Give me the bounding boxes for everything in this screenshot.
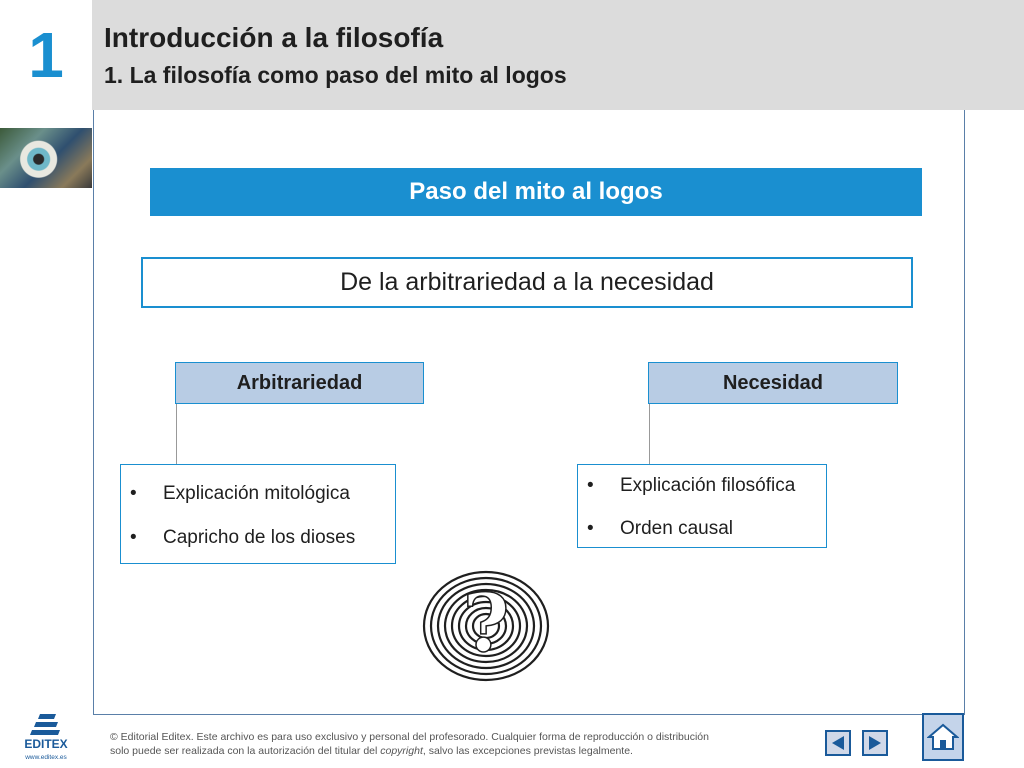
topic-banner: Paso del mito al logos bbox=[150, 168, 922, 216]
slide-title: Introducción a la filosofía bbox=[104, 22, 444, 53]
editex-logo bbox=[18, 712, 74, 762]
subheading-box: De la arbitrariedad a la necesidad bbox=[141, 257, 913, 308]
previous-button[interactable] bbox=[825, 730, 851, 756]
eye-earth-image bbox=[0, 128, 92, 188]
fingerprint-question-icon bbox=[420, 566, 552, 684]
triangle-left-icon bbox=[829, 734, 847, 752]
bullet-icon: • bbox=[130, 527, 137, 548]
connector-line bbox=[176, 404, 177, 466]
column-heading-arbitrariedad: Arbitrariedad bbox=[175, 362, 424, 404]
svg-text:?: ? bbox=[462, 576, 510, 670]
unit-number-box bbox=[0, 0, 92, 110]
slide-header bbox=[92, 0, 1024, 110]
svg-text:EDITEX: EDITEX bbox=[24, 737, 68, 751]
copyright-notice: © Editorial Editex. Este archivo es para uso exclusivo y personal del profesorado. Cualquier forma de reproducción o distribución solo puede ser realizada con la autorización del titular del copyright, salvo las excepciones previstas legalmente. bbox=[110, 731, 709, 757]
svg-text:www.editex.es: www.editex.es bbox=[25, 754, 67, 761]
slide-subtitle: 1. La filosofía como paso del mito al logos bbox=[104, 62, 567, 88]
bullet-icon: • bbox=[587, 518, 594, 539]
list-box-necesidad: • Explicación filosófica • Orden causal bbox=[577, 464, 827, 548]
list-box-arbitrariedad: • Explicación mitológica • Capricho de los dioses bbox=[120, 464, 396, 564]
home-button[interactable] bbox=[922, 713, 964, 761]
column-heading-necesidad: Necesidad bbox=[648, 362, 898, 404]
home-icon bbox=[927, 721, 959, 753]
unit-number: 1 bbox=[28, 19, 64, 91]
bullet-icon: • bbox=[587, 475, 594, 496]
next-button[interactable] bbox=[862, 730, 888, 756]
connector-line bbox=[649, 404, 650, 466]
bullet-icon: • bbox=[130, 483, 137, 504]
triangle-right-icon bbox=[866, 734, 884, 752]
